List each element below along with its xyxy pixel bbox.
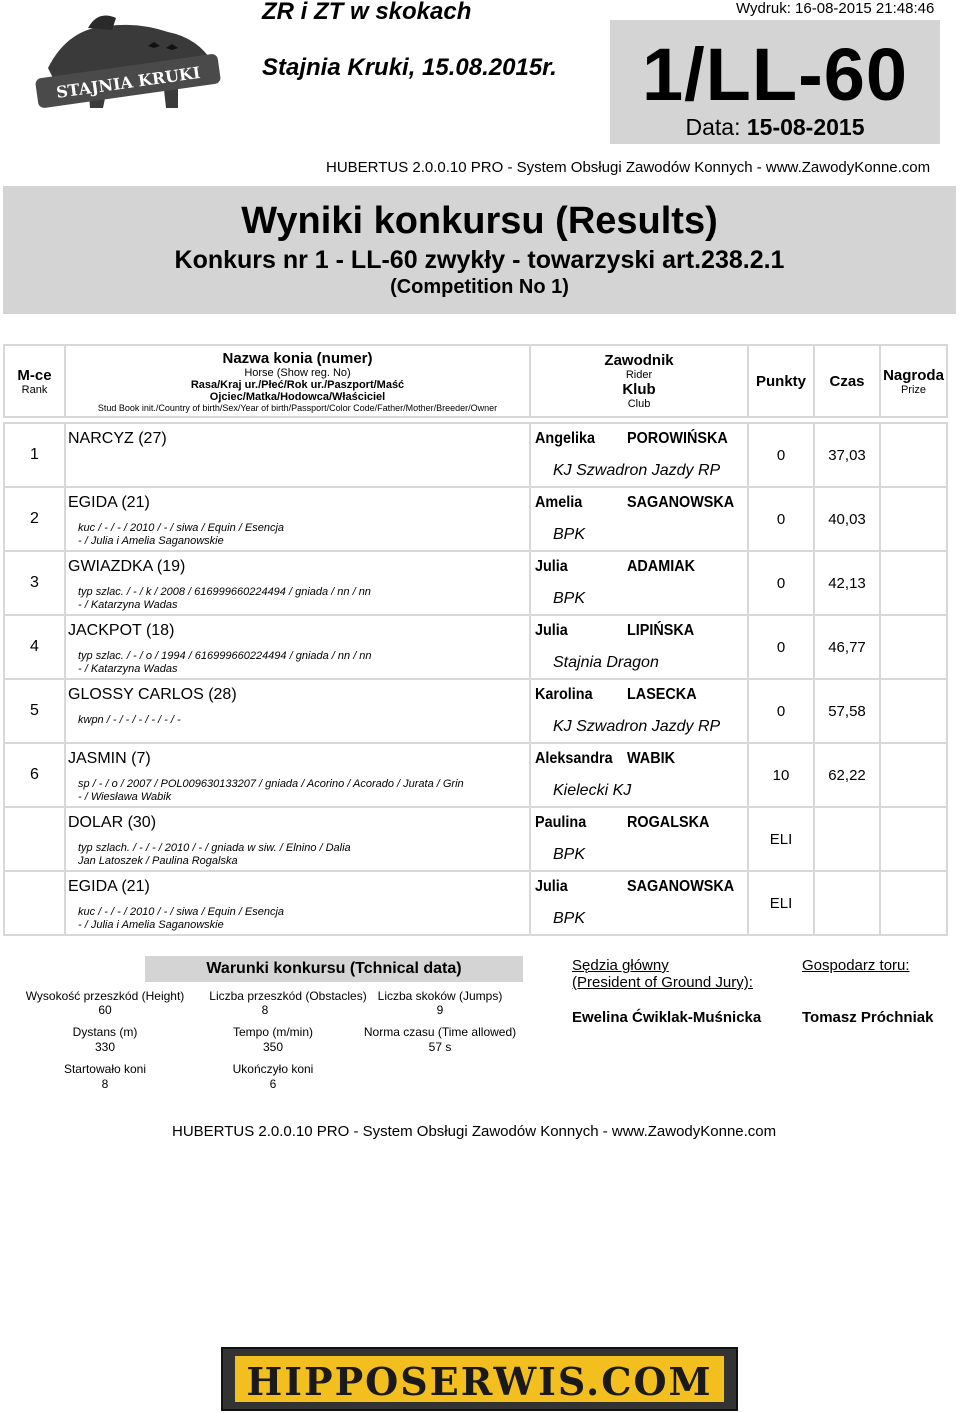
distance-label: Dystans (m) [72, 1025, 138, 1039]
rider-first-name: Julia [535, 622, 568, 639]
points-cell: 0 [748, 487, 814, 551]
col-points [748, 345, 814, 417]
date-label: Data: [685, 114, 747, 140]
col-club-label-en: Club [627, 398, 651, 410]
horse-breed-line: kuc / - / - / 2010 / - / siwa / Equin / Esencja [78, 906, 285, 918]
rider-cell [530, 807, 748, 871]
points-cell: 10 [748, 743, 814, 807]
prize-cell [880, 423, 947, 487]
table-header [4, 345, 947, 417]
rider-first-name: Amelia [535, 494, 583, 511]
rider-club: BPK [553, 910, 586, 927]
rank-cell [4, 807, 65, 871]
time-allowed-value: 57 s [428, 1040, 452, 1054]
horse-name: GLOSSY CARLOS (28) [68, 686, 237, 703]
horse-details [66, 512, 529, 548]
horse-cell [65, 615, 530, 679]
horse-breed-line: typ szlach. / - / - / 2010 / - / gniada w siw. / Elnino / Dalia [78, 842, 351, 854]
tech-data-title: Warunki konkursu (Tchnical data) [145, 956, 523, 982]
prize-cell [880, 743, 947, 807]
prize-cell [880, 551, 947, 615]
points-cell: ELI [748, 807, 814, 871]
rider-cell [530, 679, 748, 743]
course-designer-name: Tomasz Próchniak [802, 1009, 934, 1026]
col-points-label: Punkty [755, 372, 806, 390]
rider-club: BPK [553, 526, 586, 543]
col-parents-label: Ojciec/Matka/Hodowca/Właściciel [209, 390, 386, 403]
col-prize-label-en: Prize [900, 383, 927, 396]
horse-name: DOLAR (30) [68, 814, 157, 831]
banner-background [235, 1356, 724, 1402]
judge-label-en: (President of Ground Jury): [572, 974, 753, 991]
col-prize-label: Nagroda [883, 366, 944, 384]
horse-name: EGIDA (21) [68, 494, 150, 511]
rank-cell: 6 [4, 743, 65, 807]
col-rider [530, 345, 748, 417]
event-subtitle: Stajnia Kruki, 15.08.2015r. [262, 54, 557, 81]
rider-club: BPK [553, 846, 586, 863]
horse-breed-line: typ szlac. / - / k / 2008 / 616999660224494 / gniada / nn / nn [78, 586, 371, 598]
obstacles-label: Liczba przeszkód (Obstacles) [209, 989, 367, 1003]
results-table [3, 344, 948, 936]
points-cell: ELI [748, 871, 814, 935]
rider-cell [530, 871, 748, 935]
finished-value: 6 [269, 1077, 277, 1091]
horse-details [66, 768, 529, 804]
rider-club: BPK [553, 590, 586, 607]
jumps-value: 9 [436, 1003, 444, 1017]
horse-owner-line: - / Katarzyna Wadas [78, 663, 178, 675]
rider-first-name: Aleksandra [535, 750, 613, 767]
rider-first-name: Julia [535, 878, 568, 895]
col-horse [65, 345, 530, 417]
rider-cell [530, 615, 748, 679]
horse-breed-line: sp / - / o / 2007 / POL009630133207 / gniada / Acorino / Acorado / Jurata / Grin [78, 778, 464, 790]
time-cell: 62,22 [814, 743, 880, 807]
horse-cell [65, 807, 530, 871]
competition-name: Konkurs nr 1 - LL-60 zwykły - towarzyski art.238.2.1 [174, 246, 785, 274]
svg-text:STAJNIA KRUKI: STAJNIA KRUKI [54, 62, 202, 102]
col-horse-label: Nazwa konia (numer) [222, 349, 373, 367]
horse-owner-line: Jan Latoszek / Paulina Rogalska [78, 855, 238, 867]
rider-last-name: LASECKA [627, 686, 697, 703]
height-value: 60 [98, 1003, 112, 1017]
rank-cell: 1 [4, 423, 65, 487]
horse-cell [65, 743, 530, 807]
col-stud-label: Stud Book init./Country of birth/Sex/Year of birth/Passport/Color Code/Father/Mother/Breeder/Owner [97, 402, 498, 413]
competition-name-en: (Competition No 1) [390, 276, 569, 298]
time-cell: 57,58 [814, 679, 880, 743]
started-label: Startowało koni [63, 1062, 147, 1076]
rider-club: KJ Szwadron Jazdy RP [553, 718, 721, 735]
rider-last-name: SAGANOWSKA [627, 494, 735, 511]
col-rank-label-en: Rank [21, 383, 48, 396]
course-designer-label: Gospodarz toru: [802, 957, 910, 974]
software-credit: HUBERTUS 2.0.0.10 PRO - System Obsługi Zawodów Konnych - www.ZawodyKonne.com [326, 159, 931, 176]
rider-last-name: ADAMIAK [627, 558, 695, 575]
points-cell: 0 [748, 551, 814, 615]
obstacles-value: 8 [261, 1003, 269, 1017]
rider-first-name: Julia [535, 558, 568, 575]
prize-cell [880, 871, 947, 935]
col-prize [880, 345, 947, 417]
rank-cell: 3 [4, 551, 65, 615]
time-cell: 42,13 [814, 551, 880, 615]
rank-cell [4, 871, 65, 935]
horse-details [66, 576, 529, 612]
competition-date [610, 114, 940, 141]
col-breed-label: Rasa/Kraj ur./Płeć/Rok ur./Paszport/Maść [190, 378, 405, 391]
horse-name: EGIDA (21) [68, 878, 150, 895]
competition-code-box [610, 20, 940, 144]
horse-owner-line: - / Julia i Amelia Saganowskie [78, 535, 224, 547]
event-title: ZR i ZT w skokach [262, 0, 472, 25]
rider-cell [530, 743, 748, 807]
horse-name: JACKPOT (18) [68, 622, 175, 639]
table-row [4, 487, 947, 551]
points-cell: 0 [748, 423, 814, 487]
rank-cell: 4 [4, 615, 65, 679]
table-row [4, 871, 947, 935]
horse-breed-line: kwpn / - / - / - / - / - / - [78, 714, 181, 726]
jumps-label: Liczba skoków (Jumps) [377, 989, 503, 1003]
rider-club: Kielecki KJ [553, 782, 632, 799]
table-row [4, 423, 947, 487]
hipposerwis-banner [221, 1347, 738, 1411]
col-rider-label: Zawodnik [604, 352, 674, 369]
rider-first-name: Karolina [535, 686, 593, 703]
rider-club: KJ Szwadron Jazdy RP [553, 462, 721, 479]
rider-club: Stajnia Dragon [553, 654, 659, 671]
col-time-label: Czas [829, 372, 865, 390]
date-value: 15-08-2015 [746, 114, 865, 140]
table-row [4, 679, 947, 743]
rider-last-name: ROGALSKA [627, 814, 710, 831]
horse-name: NARCYZ (27) [68, 430, 167, 447]
table-row [4, 615, 947, 679]
rider-first-name: Angelika [535, 430, 596, 447]
competition-code: 1/LL-60 [641, 33, 909, 116]
judge-name: Ewelina Ćwiklak-Muśnicka [572, 1009, 762, 1026]
col-horse-label-en: Horse (Show reg. No) [244, 366, 351, 379]
col-rider-label-en: Rider [625, 369, 653, 381]
col-rank-label: M-ce [17, 366, 52, 384]
horse-name: JASMIN (7) [68, 750, 151, 767]
col-time [814, 345, 880, 417]
rider-last-name: WABIK [627, 750, 675, 767]
horse-breed-line: kuc / - / - / 2010 / - / siwa / Equin / Esencja [78, 522, 285, 534]
horse-owner-line: - / Julia i Amelia Saganowskie [78, 919, 224, 931]
horse-breed-line: typ szlac. / - / o / 1994 / 616999660224494 / gniada / nn / nn [78, 650, 372, 662]
banner-text: HIPPOSERWIS.COM [246, 1359, 713, 1404]
judge-label: Sędzia główny [572, 957, 669, 974]
print-date: Wydruk: 16-08-2015 21:48:46 [736, 0, 935, 17]
rider-last-name: LIPIŃSKA [627, 622, 695, 639]
software-credit-footer: HUBERTUS 2.0.0.10 PRO - System Obsługi Zawodów Konnych - www.ZawodyKonne.com [172, 1123, 777, 1140]
table-row [4, 551, 947, 615]
prize-cell [880, 487, 947, 551]
horse-details [66, 640, 529, 676]
rider-last-name: POROWIŃSKA [627, 430, 728, 447]
horse-name: GWIAZDKA (19) [68, 558, 186, 575]
horse-cell [65, 551, 530, 615]
rider-last-name: SAGANOWSKA [627, 878, 735, 895]
time-cell: 37,03 [814, 423, 880, 487]
horse-details [66, 896, 529, 932]
rider-first-name: Paulina [535, 814, 587, 831]
results-title: Wyniki konkursu (Results) [241, 200, 718, 242]
tempo-value: 350 [262, 1040, 284, 1054]
started-value: 8 [101, 1077, 109, 1091]
time-cell [814, 871, 880, 935]
prize-cell [880, 679, 947, 743]
distance-value: 330 [94, 1040, 116, 1054]
rider-cell [530, 423, 748, 487]
finished-label: Ukończyło koni [232, 1062, 314, 1076]
rider-cell [530, 487, 748, 551]
points-cell: 0 [748, 679, 814, 743]
tempo-label: Tempo (m/min) [232, 1025, 313, 1039]
horse-cell [65, 487, 530, 551]
table-row [4, 743, 947, 807]
horse-owner-line: - / Katarzyna Wadas [78, 599, 178, 611]
horse-details [66, 704, 529, 727]
time-cell [814, 807, 880, 871]
horse-details [66, 832, 529, 868]
results-header [3, 186, 956, 314]
prize-cell [880, 615, 947, 679]
prize-cell [880, 807, 947, 871]
time-allowed-label: Norma czasu (Time allowed) [363, 1025, 517, 1039]
height-label: Wysokość przeszkód (Height) [25, 989, 185, 1003]
time-cell: 46,77 [814, 615, 880, 679]
time-cell: 40,03 [814, 487, 880, 551]
rank-cell: 5 [4, 679, 65, 743]
horse-cell [65, 871, 530, 935]
stajnia-kruki-logo [28, 8, 228, 128]
table-row [4, 807, 947, 871]
rider-cell [530, 551, 748, 615]
rank-cell: 2 [4, 487, 65, 551]
horse-cell [65, 679, 530, 743]
horse-owner-line: - / Wiesława Wabik [78, 791, 172, 803]
col-club-label: Klub [622, 381, 656, 398]
col-rank [4, 345, 65, 417]
horse-cell [65, 423, 530, 487]
points-cell: 0 [748, 615, 814, 679]
